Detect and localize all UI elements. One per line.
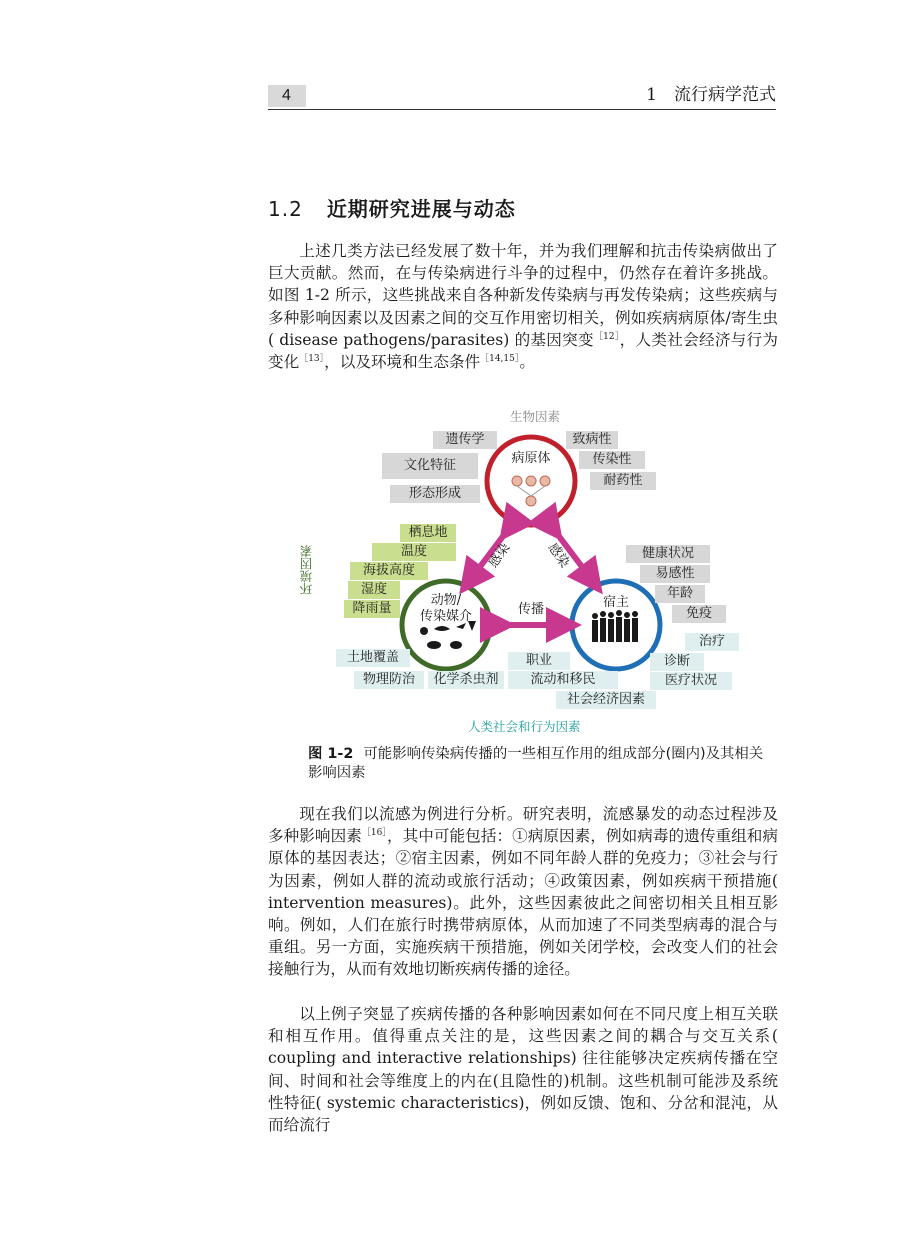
transmission-label: 传播	[518, 602, 545, 617]
factor-age: 年龄	[655, 585, 705, 603]
factor-infectivity: 传染性	[579, 451, 645, 469]
figure-caption-text: 可能影响传染病传播的一些相互作用的组成部分(圈内)及其相关影响因素	[308, 746, 764, 781]
pathogen-label: 病原体	[511, 451, 551, 466]
section-heading	[268, 193, 516, 222]
para1-text-1: 上述几类方法已经发展了数十年，并为我们理解和抗击传染病做出了巨大贡献。然而，在与传染病进行斗争的过程中，仍然存在着许多挑战。如图 1-2 所示，这些挑战来自各种新发传染病与再发传染病；这些疾病与多种影响因素以及因素之间的交互作用密切相关，例如疾病病原体/寄生虫( disease pathogens/parasites) 的基因突变	[268, 242, 778, 349]
factor-cultural: 文化特征	[382, 453, 478, 479]
factor-occupation: 职业	[508, 652, 570, 670]
host-label: 宿主	[602, 595, 629, 610]
running-title: 1 流行病学范式	[646, 85, 776, 105]
para1-text-2: ，人类社会经济与行为变化	[268, 330, 778, 372]
vector-label: 动物/ 传染媒介	[419, 593, 472, 624]
bio-factors-title: 生物因素	[510, 409, 561, 424]
factor-land-cover: 土地覆盖	[336, 649, 410, 667]
section-title: 近期研究进展与动态	[326, 197, 516, 221]
factor-genetics: 遗传学	[433, 431, 497, 449]
factor-morphogenesis: 形态形成	[390, 485, 480, 503]
factor-medical-condition: 医疗状况	[650, 672, 732, 690]
factor-susceptibility: 易感性	[640, 565, 710, 583]
factor-altitude: 海拔高度	[350, 562, 428, 580]
factor-immunity: 免疫	[672, 605, 726, 623]
factor-diagnosis: 诊断	[650, 653, 704, 671]
figure-1-2	[300, 405, 780, 740]
para1-text-3: ，以及环境和生态条件	[324, 353, 481, 372]
factor-pathogenicity: 致病性	[566, 431, 618, 449]
infection-label-right: 感染	[544, 540, 572, 571]
para1-text-4: 。	[519, 353, 535, 372]
factor-treatment: 治疗	[685, 633, 739, 651]
factor-rainfall: 降雨量	[344, 600, 400, 618]
figure-caption	[308, 745, 768, 783]
page-number: 4	[282, 87, 291, 104]
factor-temperature: 温度	[372, 543, 456, 561]
citation-13: ［13］	[299, 353, 325, 364]
figure-label: 图 1-2	[308, 746, 354, 762]
citation-12: ［12］	[593, 331, 620, 342]
paragraph-1	[268, 240, 778, 373]
factor-physical-control: 物理防治	[354, 671, 424, 689]
para2-text-2: ，其中可能包括：①病原因素，例如病毒的遗传重组和病原体的基因表达；②宿主因素，例如不同年龄人群的免疫力；③社会与行为因素，例如人群的流动或旅行活动；④政策因素，例如疾病干预措施( intervention measures)。此外，这些因素彼此之间密切相关且相互影响。例如，人们在旅行时携带病原体，从而加速了不同类型病毒的混合与重组。另一方面，实施疾病干预措施，例如关闭学校，会改变人们的社会接触行为，从而有效地切断疾病传播的途径。	[268, 827, 778, 979]
factor-insecticide: 化学杀虫剂	[428, 671, 504, 689]
paragraph-3	[268, 1003, 778, 1136]
env-factors-title: 环境因素	[299, 545, 314, 595]
factor-socioeconomic: 社会经济因素	[556, 691, 656, 709]
factor-migration: 流动和移民	[508, 671, 618, 689]
paragraph-2	[268, 803, 778, 981]
citation-16: ［16］	[361, 828, 387, 839]
factor-humidity: 湿度	[348, 581, 400, 599]
factor-drug-resistance: 耐药性	[590, 472, 656, 490]
para2-text-1: 现在我们以流感为例进行分析。研究表明，流感暴发的动态过程涉及多种影响因素	[268, 805, 778, 846]
factor-health: 健康状况	[626, 545, 710, 563]
para3-text: 以上例子突显了疾病传播的各种影响因素如何在不同尺度上相互关联和相互作用。值得重点关注的是，这些因素之间的耦合与交互关系( coupling and interactive relationships) 往往能够决定疾病传播在空间、时间和社会等维度上的内在(且隐性的)机制。这些机制可能涉及系统性特征( systemic characteristics)，例如反馈、饱和、分岔和混沌，从而给流行	[268, 1005, 778, 1135]
section-number: 1.2	[268, 197, 303, 221]
header-rule	[268, 109, 776, 110]
citation-14-15: ［14,15］	[480, 353, 520, 364]
factor-habitat: 栖息地	[400, 524, 456, 542]
infection-label-left: 感染	[486, 540, 514, 571]
social-factors-title: 人类社会和行为因素	[468, 719, 581, 734]
